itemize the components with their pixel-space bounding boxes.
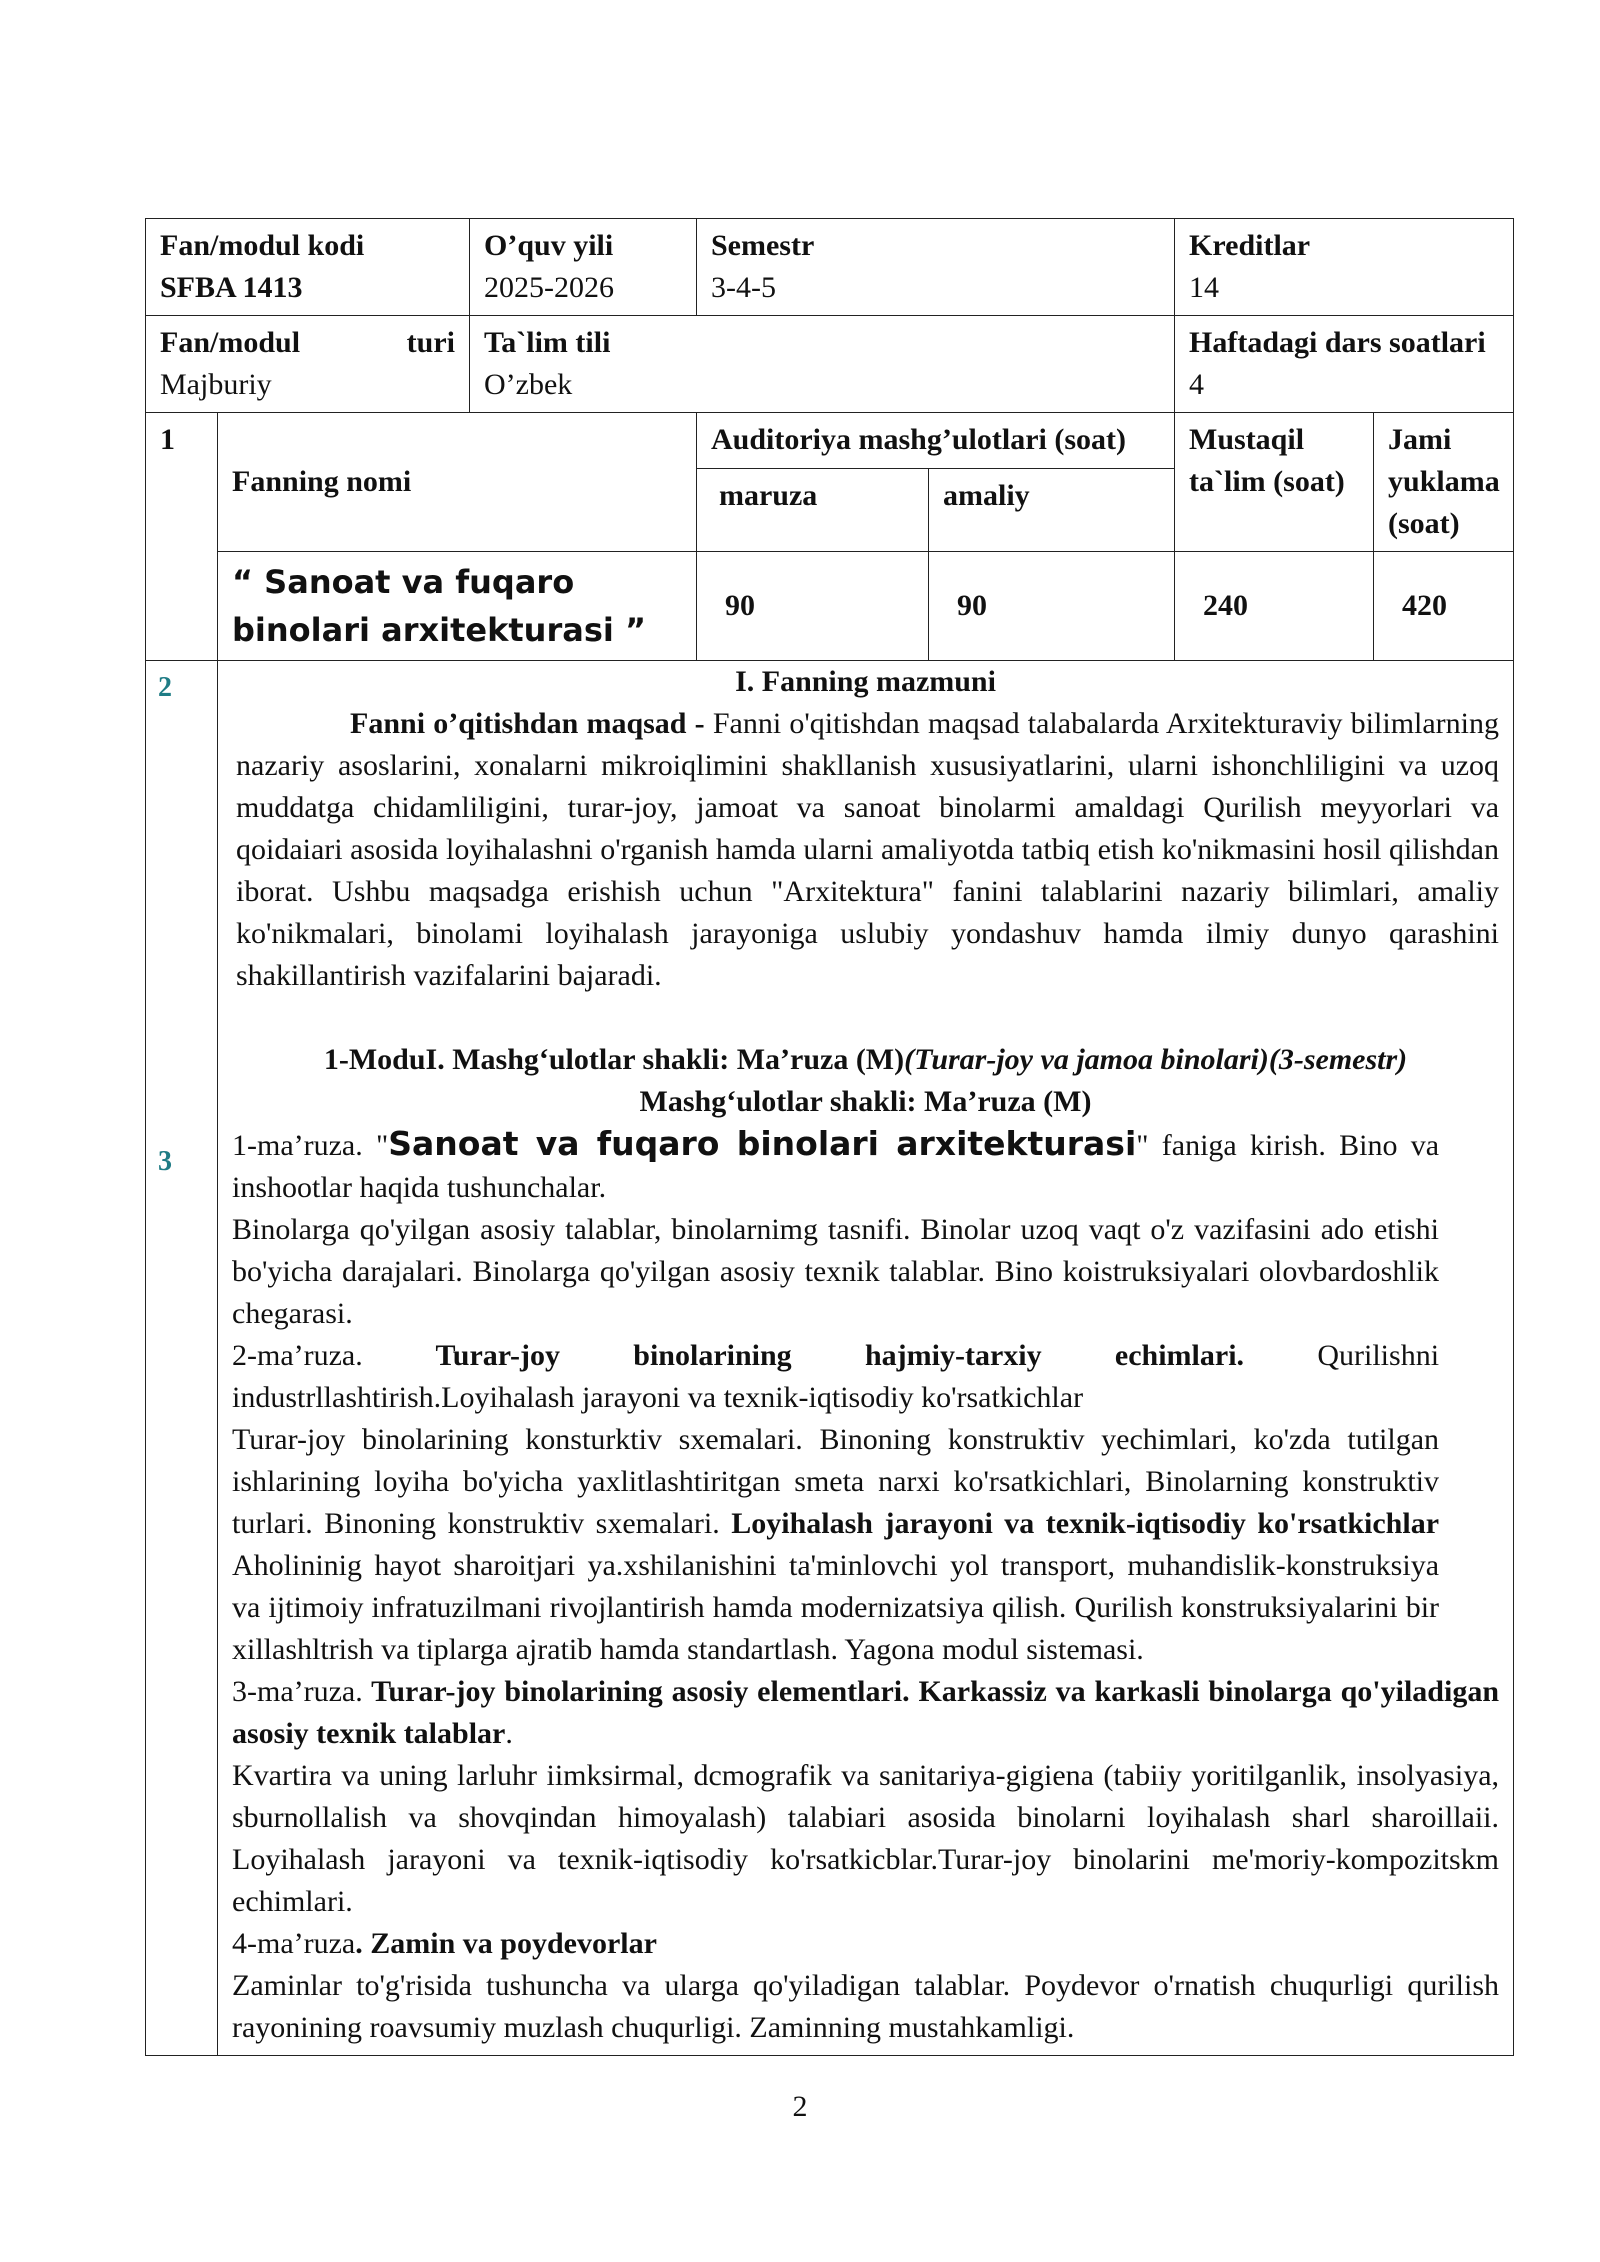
semester-value: 3-4-5 [711,271,776,304]
lecture-2-heading [232,1335,1439,1419]
lecture-1-title: Sanoat va fuqaro binolari arxitekturasi [388,1124,1137,1163]
module-heading [232,1039,1499,1081]
weekly-hours-value: 4 [1189,368,1205,401]
lecture-4-heading [232,1923,1499,1965]
row-number-2: 2 [158,672,172,703]
weekly-hours-cell [1175,316,1514,413]
lecture-3-prefix: 3-ma’ruza. [232,1675,363,1708]
lecture-2-body [232,1419,1439,1671]
module-code-value: SFBA 1413 [160,271,303,304]
module-heading-main: 1-ModuI. Mashg‘ulotlar shakli: Ma’ruza (M) [323,1043,905,1076]
weekly-hours-label: Haftadagi dars soatlari [1189,326,1486,359]
module-code-cell [146,219,470,316]
module-heading-italic: (Turar-joy va jamoa binolari) [904,1043,1269,1076]
year-label: O’quv yili [484,229,614,262]
auditory-label: Auditoriya mashg’ulotlari (soat) [697,413,1175,469]
lecture-4-body: Zaminlar to'g'risida tushuncha va ularga qo'yiladigan talablar. Poydevor o'rnatish chuqurligi qurilish rayonining roavsumiy muzlash chuqurligi. Zaminning mustahkamligi. [232,1969,1500,2044]
syllabus-table [145,218,1514,2056]
module-type-label-2: turi [406,326,455,359]
lecture-3-heading [232,1671,1499,1755]
module-type-cell [146,316,470,413]
lecture-1-prefix: 1-ma’ruza. " [232,1129,389,1162]
lecture-1-heading [232,1123,1439,1209]
lecture-label: maruza [697,468,929,551]
section-title: I. Fanning mazmuni [735,665,996,698]
practice-hours: 90 [929,552,1175,661]
independent-study-label: Mustaqil ta`lim (soat) [1175,413,1374,552]
total-load-label: Jami yuklama (soat) [1374,413,1514,552]
lecture-3-title: Turar-joy binolarining asosiy elementlari. Karkassiz va karkasli binolarga qo'yiladigan asosiy texnik talablar [232,1675,1500,1750]
content-cell [218,661,1514,2056]
year-value: 2025-2026 [484,271,614,304]
lecture-1-suffix: " faniga kirish. Bino va inshootlar haqida tushunchalar. [232,1129,1440,1204]
lecture-2-body-bold: Loyihalash jarayoni va texnik-iqtisodiy ko'rsatkichlar [731,1507,1440,1540]
goal-label: Fanni o’qitishdan maqsad - [350,707,705,740]
subject-name-label: Fanning nomi [218,413,697,552]
module-code-label: Fan/modul kodi [160,229,365,262]
row-number-3: 3 [158,1146,172,1177]
module-type-value: Majburiy [160,368,272,401]
credits-cell [1175,219,1514,316]
module-type-label: Fan/modul [160,326,301,359]
semester-cell [697,219,1175,316]
lecture-2-title: Turar-joy binolarining hajmiy-tarxiy echimlari. [362,1339,1245,1372]
language-cell [470,316,1175,413]
lecture-3-dot: . [505,1717,513,1750]
module-heading-semester: (3-semestr) [1268,1043,1408,1076]
goal-paragraph [232,703,1499,997]
subject-name: “ Sanoat va fuqaro binolari arxitekturasi ” [218,552,697,661]
lecture-4-title: . Zamin va poydevorlar [355,1927,657,1960]
language-value: O’zbek [484,368,573,401]
semester-label: Semestr [711,229,815,262]
goal-text: Fanni o'qitishdan maqsad talabalarda Arxitekturaviy bilimlarning nazariy asoslarini, xonalarni mikroiqlimini shakllanish xususiyatlarini, ularni ishonchliligini va uzoq muddatga chidamliligini, turar-joy, jamoat va sanoat binolarmi amaldagi Qurilish meyyorlari va qoidaiari asosida loyihalashni o'rganish hamda ularni amaliyotda tatbiq etish ko'nikmasini hosil qilishdan iborat. Ushbu maqsadga erishish uchun "Arxitektura" fanini talablarini nazariy bilimlari, amaliy ko'nikmalari, binolami loyihalash jarayoniga uslubiy yondashuv hamda ilmiy dunyo qarashini shakillantirish vazifalarini bajaradi. [236,707,1500,992]
year-cell [470,219,697,316]
credits-label: Kreditlar [1189,229,1311,262]
lecture-4-prefix: 4-ma’ruza [232,1927,356,1960]
total-hours: 420 [1374,552,1514,661]
lecture-2-rest: Qurilishni industrllashtirish.Loyihalash jarayoni va texnik-iqtisodiy ko'rsatkichlar [232,1339,1440,1414]
lecture-1-body: Binolarga qo'yilgan asosiy talablar, binolarnimg tasnifi. Binolar uzoq vaqt o'z vazifasini ado etishi bo'yicha darajalari. Binolarga qo'yilgan asosiy texnik talablar. Bino koistruksiyalari olovbardoshlik chegarasi. [232,1213,1440,1330]
row-number-1: 1 [146,413,218,661]
row-number-column [146,661,218,2056]
lecture-2-prefix: 2-ma’ruza. [232,1339,363,1372]
independent-hours: 240 [1175,552,1374,661]
credits-value: 14 [1189,271,1220,304]
form-heading: Mashg‘ulotlar shakli: Ma’ruza (M) [639,1085,1092,1118]
lecture-3-body: Kvartira va uning larluhr iimksirmal, dcmografik va sanitariya-gigiena (tabiiy yoritilganlik, insolyasiya, sburnollalish va shovqindan himoyalash) talabiari asosida binolarni loyihalash sharl sharoillaii. Loyihalash jarayoni va texnik-iqtisodiy ko'rsatkicblar.Turar-joy binolarini me'moriy-kompozitskm echimlari. [232,1759,1500,1918]
lecture-hours: 90 [697,552,929,661]
lecture-2-body-b: Aholininig hayot sharoitjari ya.xshilanishini ta'minlovchi yol transport, muhandislik-konstruksiya va ijtimoiy infratuzilmani rivojlantirish hamda modernizatsiya qilish. Qurilish konstruksiyalarini bir xillashltrish va tiplarga ajratib hamda standartlash. Yagona modul sistemasi. [232,1549,1440,1666]
language-label: Ta`lim tili [484,326,611,359]
lecture-2-body-a: Turar-joy binolarining konsturktiv sxemalari. Binoning konstruktiv yechimlari, ko'zda tutilgan ishlarining loyiha bo'yicha yaxlitlashtiritgan smeta narxi ko'rsatkichlari, Binolarning konstruktiv turlari. Binoning konstruktiv sxemalari. [232,1423,1440,1540]
practice-label: amaliy [929,468,1175,551]
page-number: 2 [792,2090,808,2123]
document-body [145,218,1513,2056]
